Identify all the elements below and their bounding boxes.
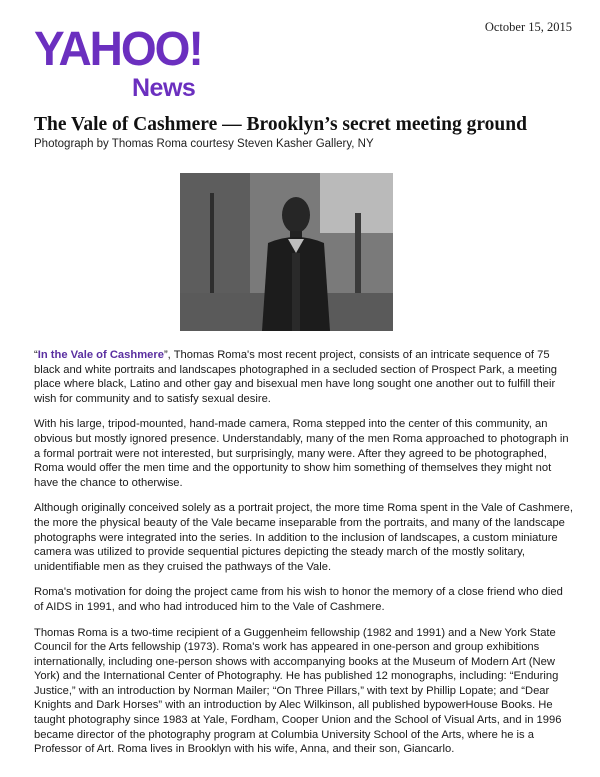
article-paragraph-5: Thomas Roma is a two-time recipient of a Guggenheim fellowship (1982 and 1991) and a New York State Council for the Arts fellowship (1973). Roma's work has appeared in one-person and group exhibitions internationally, including one-person shows with accompanying books at the Museum of Modern Art (New York) and the International Center of Photography. He has published 12 monographs, including: “Enduring Justice,” with an introduction by Norman Mailer; “On Three Pillars,” with text by Phillip Lopate; and “Dear Knights and Dark Horses” with an introduction by Alec Wilkinson, all published bypowerHouse Books. He taught photography since 1983 at Yale, Fordham, Cooper Union and the School of Visual Arts, and in 1996 became director of the photography program at Columbia University School of the Arts, where he is a Professor of Art. Roma lives in Brooklyn with his wife, Anna, and their son, Giancarlo.	[34, 626, 562, 756]
article-paragraph-2: With his large, tripod-mounted, hand-made camera, Roma stepped into the center of this community, an obvious but mostly ignored presence. Understandably, many of the men Roma approached to photograph in a formal portrait were not interested, but surprisingly, many were. After they agreed to be photographed, Roma would offer the men time and the opportunity to show him something of themselves they might not have the chance to otherwise.	[34, 418, 569, 489]
photo-credit: Photograph by Thomas Roma courtesy Steven Kasher Gallery, NY	[34, 138, 374, 150]
logo-brand-text: YAHOO!	[34, 20, 202, 76]
project-title-link[interactable]: In the Vale of Cashmere	[37, 349, 164, 361]
article-paragraph-3: Although originally conceived solely as a portrait project, the more time Roma spent in the Vale of Cashmere, the more the physical beauty of the Vale became inseparable from the portraits, and many of the landscape photographs were integrated into the series. In addition to the inclusion of landscapes, a custom miniature camera was utilized to provide sequential pictures depicting the steady march of the mostly solitary, unidentifiable men as they cruised the pathways of the Vale.	[34, 502, 573, 573]
yahoo-news-logo[interactable]	[34, 20, 234, 106]
portrait-photo	[180, 173, 393, 331]
article-paragraph-1	[34, 348, 574, 406]
article-headline: The Vale of Cashmere — Brooklyn’s secret meeting ground	[34, 114, 527, 135]
lead-open-quote: “	[34, 349, 38, 361]
lead-paragraph-text: ”, Thomas Roma's most recent project, consists of an intricate sequence of 75 black and white portraits and landscapes photographed in a secluded section of Prospect Park, a meeting place where black, Latino and other gay and bisexual men have long sought one another out to fulfill their wish for community and to satisfy sexual desire.	[34, 349, 558, 405]
document-date: October 15, 2015	[484, 20, 572, 34]
portrait-photo-drawing	[180, 173, 393, 331]
article-body	[34, 348, 574, 768]
logo-sub-text: News	[132, 74, 196, 102]
article-paragraph-4: Roma's motivation for doing the project came from his wish to honor the memory of a close friend who died of AIDS in 1991, and who had introduced him to the Vale of Cashmere.	[34, 586, 563, 613]
photo-figure-head	[282, 197, 310, 233]
photo-figure-zipper	[292, 253, 300, 331]
